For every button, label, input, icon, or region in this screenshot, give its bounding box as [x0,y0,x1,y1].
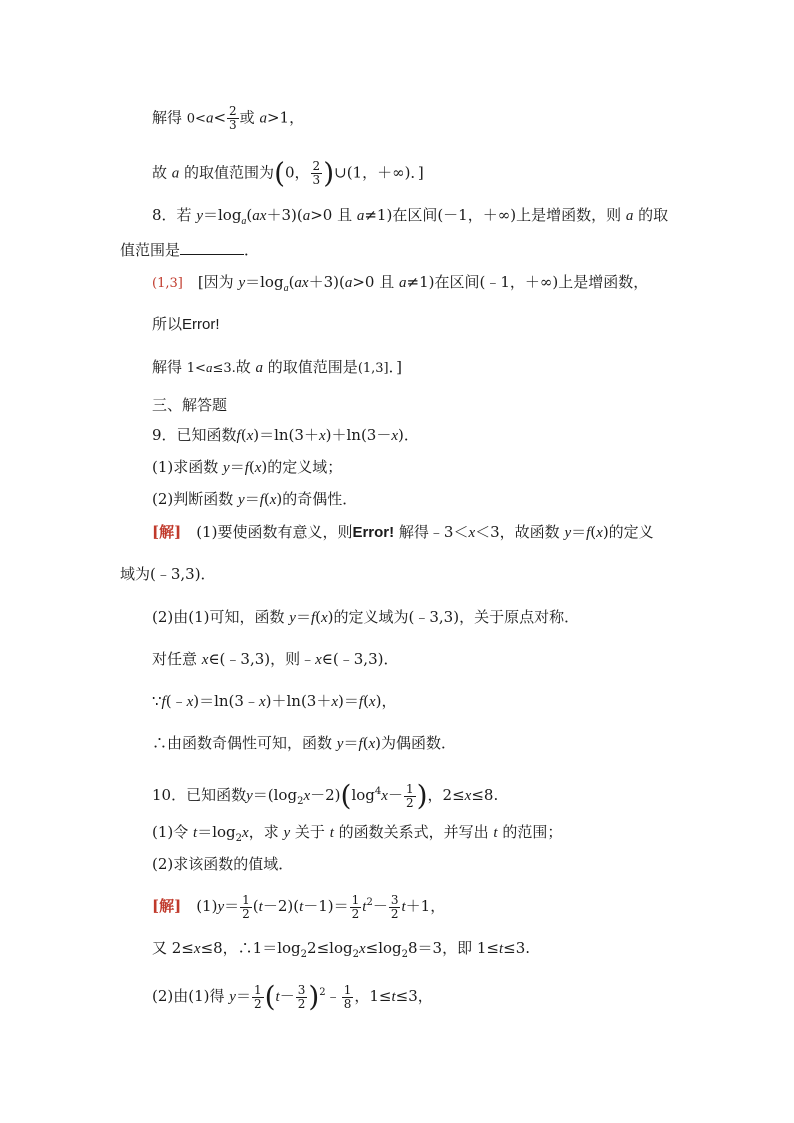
var: x [368,694,376,710]
var: a [344,275,353,291]
numerator: 2 [229,104,237,118]
text: － [372,897,388,915]
subscript: a [241,216,247,227]
var: f [161,694,166,710]
var: y [223,460,230,476]
text: 域为(﹣3,3)． [120,565,216,583]
text: ，求 [248,823,284,841]
denominator: 8 [343,996,352,1011]
text: (1)要使函数有意义，则 [181,523,353,541]
text: )＝ln(3＋ [253,426,319,444]
answer-label: (1,3] [152,276,183,291]
denominator: 3 [312,173,321,187]
denominator: 2 [253,996,262,1011]
text: ﹣ [325,987,341,1005]
var: x [318,428,326,444]
var: x [391,428,399,444]
text: 解得 [152,108,187,127]
solution-label: [解] [152,523,182,541]
fraction [350,894,362,921]
text: ≤3. [212,361,236,376]
text: 值范围是 [120,241,181,259]
fraction [389,894,401,921]
denominator: 2 [405,795,414,810]
question-10-part-2 [152,854,293,874]
fraction [252,984,264,1011]
text: ≠1)在区间(－1，＋∞)上是增函数，则 [364,206,626,224]
var: f [358,736,363,752]
text: ＝ [235,987,251,1005]
text: ≤log [365,939,402,957]
var: a [356,208,365,224]
var: a [259,110,267,127]
var: f [358,694,364,710]
var: ax [294,275,309,291]
text: ≠1)在区间(﹣1，＋∞)上是增函数， [406,273,649,291]
text: ( [590,523,597,541]
numerator: 1 [242,892,250,907]
text: ∴由函数奇偶性可知，函数 [152,734,337,752]
text: )＋ln(3＋ [265,692,332,710]
text: ＋1， [405,897,446,915]
text: ( [363,692,369,710]
paren: ) [323,156,335,190]
error-text: Error! [352,524,395,541]
var: y [246,788,253,804]
subscript: a [283,283,289,294]
subscript: 2 [300,949,308,960]
text: －1)＝ [303,897,349,915]
text: 的取值范围是 [263,358,358,376]
numerator: 1 [253,982,262,997]
text: ＋3)( [266,206,303,224]
text: ＝ [224,897,240,915]
answer-10-line-3 [152,980,433,1013]
text: 8＝3，即 1≤ [408,939,499,957]
text: 故 [235,358,256,376]
text: 对任意 [152,650,202,668]
text: )的定义域； [261,458,343,476]
text: ≤8，∴1＝log [200,939,301,957]
var: t [498,941,504,957]
numerator: 3 [297,982,306,997]
var: y [283,825,291,841]
text: ＝log [202,206,242,224]
question-9-part-2 [152,489,357,510]
question-9-part-1 [152,457,342,478]
var: x [242,825,249,841]
subscript: 2 [352,949,359,960]
text: ＝ [244,490,260,508]
var: f [310,610,316,626]
text: (1) [181,897,218,915]
answer-9-line-1 [152,522,654,543]
text: － [387,786,403,804]
error-text: Error! [182,316,220,333]
text: ．] [388,358,402,376]
var: y [229,989,236,1005]
text: >0 且 [352,273,399,291]
text: ＋3)( [308,273,345,291]
answer-9-line-5 [152,691,396,712]
denominator: 2 [390,906,399,921]
text: 的取 [633,206,669,224]
var: x [269,492,277,508]
var: x [596,525,603,541]
answer-blank [180,240,244,255]
denominator: 3 [229,118,237,132]
text: ∪(1，＋∞)．] [334,163,424,182]
var: y [238,275,246,291]
answer-9-line-6 [152,733,456,754]
text: 解得 [152,358,187,376]
text: )＝ln(3﹣ [193,692,259,710]
text: log [351,786,375,804]
var: y [196,208,203,224]
text: ． [244,241,260,259]
var: x [331,694,339,710]
var: y [564,525,572,541]
fraction [311,160,323,187]
var: y [217,899,225,915]
paren: ( [274,156,285,190]
question-8-line-1 [152,205,668,232]
var: x [468,525,476,541]
text: )的奇偶性． [276,490,358,508]
text: ( [246,206,253,224]
text: ，2≤ [427,786,465,804]
var: x [186,694,194,710]
fraction [296,984,308,1011]
text: (﹣ [165,692,187,710]
solution-line-2 [152,156,424,190]
text: (1)求函数 [152,458,224,476]
answer-10-line-2 [152,938,530,965]
text: －2)( [262,897,300,915]
paren: ( [340,779,352,812]
question-10-part-1 [152,822,562,849]
text: － [279,987,295,1005]
solution-label: [解] [152,897,182,915]
var: a [171,165,180,182]
answer-8-line-2 [152,314,220,335]
var: t [275,989,280,1005]
answer-8-line-3 [152,357,402,379]
text: ＝ [295,608,311,626]
text: 0< [186,111,206,127]
var: a [625,208,634,224]
var: t [362,899,367,915]
text: )的定义域为(﹣3,3)，关于原点对称． [327,608,580,626]
text: 1< [186,361,206,376]
text: 故 [152,163,172,182]
answer-10-line-1 [152,893,445,921]
text: >0 且 [310,206,357,224]
text: ( [248,458,255,476]
var: a [399,275,407,291]
subscript: 2 [297,796,304,807]
text: ≤8. [471,786,499,804]
superscript: 2 [319,987,326,998]
text: )． [398,426,419,444]
var: x [358,941,366,957]
text: ∈(﹣3,3)． [321,650,399,668]
text: )， [375,692,397,710]
paren: ( [264,980,276,1013]
text: 所以 [152,315,183,333]
solution-line-1 [152,105,304,132]
text: )＝ [338,692,359,710]
numerator: 2 [312,159,321,173]
text: ＝ [343,734,359,752]
numerator: 1 [405,781,414,796]
var: x [464,788,472,804]
var: t [193,825,198,841]
text: 2≤log [307,939,353,957]
var: x [246,428,254,444]
answer-9-line-4 [152,649,398,670]
var: x [320,610,328,626]
text: 8．若 [152,206,197,224]
var: x [368,736,376,752]
var: x [201,652,209,668]
var: f [244,460,249,476]
text: ＝(log [252,786,298,804]
text: ( [315,608,321,626]
subscript: 2 [235,833,243,844]
answer-8-line-1 [152,272,648,299]
var: a [302,208,311,224]
question-8-line-2 [120,240,259,260]
text: 10．已知函数 [152,786,247,804]
var: a [205,360,213,375]
text: (1)令 [152,823,194,841]
fraction [404,783,416,810]
heading: 三、解答题 [152,396,228,414]
text: [因为 [182,273,239,291]
numerator: 1 [343,982,352,997]
answer-9-line-3 [152,607,579,628]
text: )的定义 [602,523,654,541]
text: ( [263,490,270,508]
text: (2)判断函数 [152,490,239,508]
var: t [391,989,396,1005]
var: t [258,899,263,915]
var: x [254,460,262,476]
text: )为偶函数． [375,734,457,752]
var: x [258,694,266,710]
var: ax [252,208,267,224]
text: ( [362,734,369,752]
text: ＝ [571,523,587,541]
numerator: 1 [351,892,360,907]
text: ，1≤ [354,987,392,1005]
denominator: 2 [351,906,360,921]
section-heading [152,395,227,415]
var: f [259,492,264,508]
var: x [303,788,311,804]
var: x [193,941,201,957]
text: 关于 [290,823,330,841]
text: 9．已知函数 [152,426,237,444]
text: ( [252,897,259,915]
var: x [381,788,388,804]
var: t [401,899,406,915]
text: )＋ln(3－ [325,426,392,444]
var: y [336,736,344,752]
var: y [289,610,296,626]
text: ＝log [245,273,284,291]
answer-9-line-2 [120,564,216,584]
question-10-line-1 [152,779,499,812]
fraction [227,105,239,132]
text: ( [288,273,295,291]
text: 的取值范围为 [179,163,275,182]
paren: ) [308,980,320,1013]
denominator: 2 [297,996,306,1011]
text: (2)由(1)可知，函数 [152,608,290,626]
var: t [329,825,334,841]
text: (1,3] [357,361,389,376]
var: a [255,360,264,376]
denominator: 2 [242,906,250,921]
text: (2)由(1)得 [152,987,230,1005]
superscript: 4 [374,786,382,797]
text: ≤3， [395,987,433,1005]
text: (2)求该函数的值域． [152,855,294,873]
var: t [299,899,304,915]
text: ＝log [197,823,236,841]
fraction [342,984,354,1011]
text: 解得﹣3＜ [394,523,469,541]
var: a [205,110,214,127]
text: ( [240,426,247,444]
var: f [586,525,591,541]
var: f [236,428,241,444]
text: >1， [266,108,305,127]
superscript: 2 [366,897,373,908]
text: 或 [239,108,260,127]
text: 的范围； [497,823,563,841]
paren: ) [416,779,428,812]
var: y [238,492,245,508]
text: －2) [310,786,341,804]
question-9-line-1 [152,425,419,446]
text: 的函数关系式，并写出 [333,823,494,841]
text: 又 2≤ [152,939,194,957]
subscript: 2 [401,949,408,960]
var: x [315,652,322,668]
var: t [493,825,498,841]
text: ∈(﹣3,3)，则﹣ [208,650,316,668]
fraction [240,894,252,921]
text: ＝ [229,458,245,476]
text: ＜3，故函数 [475,523,565,541]
text: ≤3. [503,939,531,957]
text: 0， [285,163,310,182]
text: < [213,108,227,127]
text: ∵ [152,692,162,710]
numerator: 3 [390,892,399,907]
